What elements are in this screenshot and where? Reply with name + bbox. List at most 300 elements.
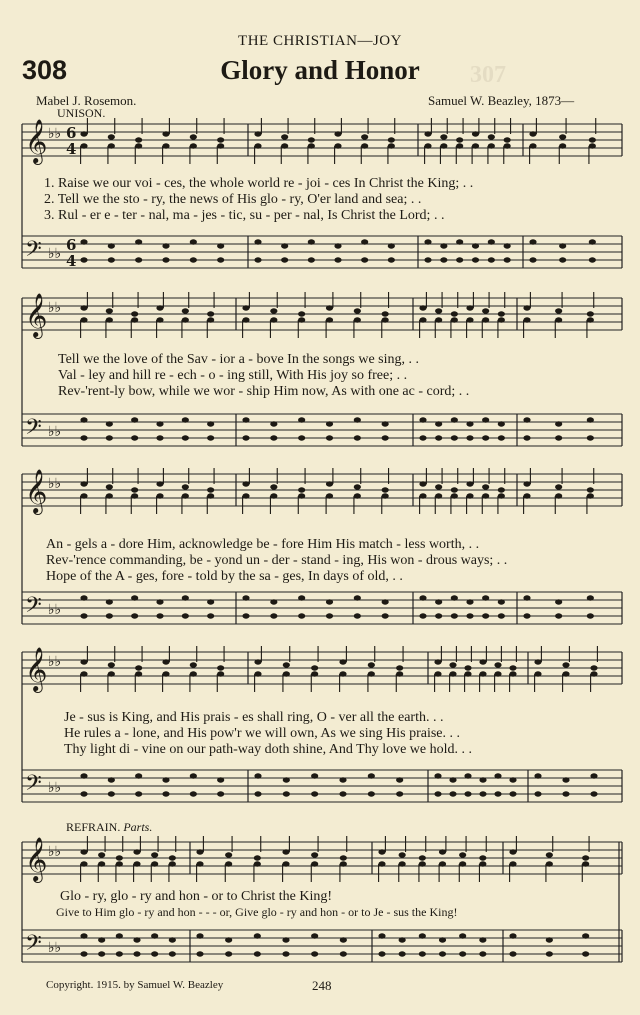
note-head — [523, 481, 530, 486]
note-head — [587, 487, 594, 492]
note-head — [562, 777, 569, 782]
note-head — [326, 317, 333, 322]
note-head — [451, 317, 458, 322]
note-head — [270, 613, 277, 618]
note-head — [382, 613, 389, 618]
treble-staff — [22, 652, 622, 684]
note-head — [108, 257, 115, 262]
note-head — [479, 861, 486, 866]
key-signature: ♭♭ — [48, 126, 62, 142]
note-head — [182, 317, 189, 322]
note-head — [270, 435, 277, 440]
key-signature: ♭♭ — [48, 602, 62, 618]
note-head — [388, 143, 395, 148]
note-head — [162, 777, 169, 782]
note-head — [190, 134, 197, 139]
treble-clef-icon: 𝄞 — [25, 293, 48, 337]
note-head — [80, 613, 87, 618]
lyric-line: 1. Raise we our voi - ces, the whole world re - joi - ces In Christ the King; . . — [44, 176, 474, 191]
note-head — [419, 861, 426, 866]
note-head — [270, 493, 277, 498]
note-head — [334, 131, 341, 136]
note-head — [298, 487, 305, 492]
note-head — [435, 613, 442, 618]
note-head — [459, 933, 466, 938]
note-head — [108, 671, 115, 676]
note-head — [435, 421, 442, 426]
note-head — [190, 671, 197, 676]
note-head — [459, 951, 466, 956]
note-head — [217, 671, 224, 676]
note-head — [424, 257, 431, 262]
note-head — [311, 951, 318, 956]
lyric-line: Tell we the love of the Sav - ior a - bove In the songs we sing, . . — [58, 352, 419, 367]
note-head — [334, 243, 341, 248]
note-head — [482, 595, 489, 600]
treble-staff — [22, 298, 622, 330]
note-head — [162, 671, 169, 676]
note-head — [308, 239, 315, 244]
note-head — [368, 773, 375, 778]
note-head — [464, 791, 471, 796]
bass-staff — [22, 770, 622, 802]
note-head — [587, 595, 594, 600]
note-head — [242, 317, 249, 322]
note-head — [334, 143, 341, 148]
note-head — [207, 493, 214, 498]
note-head — [396, 665, 403, 670]
note-head — [456, 137, 463, 142]
treble-clef-icon: 𝄞 — [25, 837, 48, 881]
note-head — [80, 595, 87, 600]
note-head — [589, 239, 596, 244]
note-head — [466, 435, 473, 440]
note-head — [116, 951, 123, 956]
note-head — [523, 417, 530, 422]
key-signature: ♭♭ — [48, 300, 62, 316]
note-head — [509, 671, 516, 676]
key-signature: ♭♭ — [48, 654, 62, 670]
note-head — [382, 421, 389, 426]
note-head — [135, 671, 142, 676]
key-signature: ♭♭ — [48, 476, 62, 492]
note-head — [587, 493, 594, 498]
note-head — [254, 951, 261, 956]
note-head — [308, 143, 315, 148]
note-head — [80, 131, 87, 136]
note-head — [225, 937, 232, 942]
note-head — [340, 951, 347, 956]
note-head — [504, 143, 511, 148]
note-head — [546, 951, 553, 956]
note-head — [190, 143, 197, 148]
note-head — [399, 951, 406, 956]
note-head — [464, 665, 471, 670]
note-head — [169, 861, 176, 866]
note-head — [254, 239, 261, 244]
note-head — [196, 861, 203, 866]
note-head — [156, 613, 163, 618]
note-head — [440, 257, 447, 262]
note-head — [419, 417, 426, 422]
note-head — [156, 599, 163, 604]
note-head — [482, 484, 489, 489]
note-head — [378, 861, 385, 866]
note-head — [196, 933, 203, 938]
lyric-line: Je - sus is King, and His prais - es shall ring, O - ver all the earth. . . — [64, 710, 444, 725]
note-head — [498, 311, 505, 316]
note-head — [419, 317, 426, 322]
note-head — [106, 435, 113, 440]
note-head — [587, 417, 594, 422]
note-head — [169, 855, 176, 860]
note-head — [254, 933, 261, 938]
note-head — [326, 421, 333, 426]
note-head — [419, 595, 426, 600]
section-title: THE CHRISTIAN—JOY — [238, 33, 402, 49]
note-head — [106, 613, 113, 618]
treble-clef-icon: 𝄞 — [25, 119, 48, 163]
note-head — [378, 849, 385, 854]
note-head — [217, 143, 224, 148]
time-signature: 6 — [66, 124, 77, 142]
note-head — [282, 951, 289, 956]
note-head — [587, 435, 594, 440]
note-head — [382, 599, 389, 604]
note-head — [80, 239, 87, 244]
note-head — [354, 493, 361, 498]
note-head — [546, 937, 553, 942]
note-head — [361, 257, 368, 262]
note-head — [135, 791, 142, 796]
note-head — [494, 671, 501, 676]
note-head — [242, 435, 249, 440]
note-head — [494, 791, 501, 796]
note-head — [182, 417, 189, 422]
note-head — [133, 861, 140, 866]
note-head — [504, 137, 511, 142]
note-head — [135, 137, 142, 142]
note-head — [151, 933, 158, 938]
note-head — [254, 861, 261, 866]
note-head — [466, 421, 473, 426]
note-head — [281, 257, 288, 262]
note-head — [133, 951, 140, 956]
note-head — [207, 599, 214, 604]
refrain-lyric-upper: Glo - ry, glo - ry and hon - or to Christ the King! — [60, 889, 333, 904]
note-head — [340, 855, 347, 860]
note-head — [190, 257, 197, 262]
note-head — [435, 308, 442, 313]
note-head — [169, 951, 176, 956]
note-head — [479, 791, 486, 796]
note-head — [131, 613, 138, 618]
note-head — [282, 849, 289, 854]
note-head — [451, 435, 458, 440]
note-head — [464, 773, 471, 778]
composer: Samuel W. Beazley, 1873— — [428, 93, 575, 108]
note-head — [283, 662, 290, 667]
note-head — [590, 773, 597, 778]
note-head — [156, 481, 163, 486]
time-signature: 6 — [66, 236, 77, 254]
note-head — [582, 855, 589, 860]
note-head — [254, 659, 261, 664]
note-head — [396, 777, 403, 782]
treble-clef-icon: 𝄞 — [25, 647, 48, 691]
note-head — [419, 493, 426, 498]
note-head — [339, 671, 346, 676]
note-head — [456, 257, 463, 262]
note-head — [162, 243, 169, 248]
note-head — [135, 239, 142, 244]
note-head — [529, 257, 536, 262]
note-head — [482, 435, 489, 440]
note-head — [523, 305, 530, 310]
note-head — [523, 435, 530, 440]
note-head — [488, 239, 495, 244]
note-head — [106, 308, 113, 313]
note-head — [207, 435, 214, 440]
note-head — [217, 257, 224, 262]
note-head — [498, 435, 505, 440]
note-head — [182, 435, 189, 440]
note-head — [419, 481, 426, 486]
note-head — [135, 773, 142, 778]
note-head — [270, 484, 277, 489]
note-head — [451, 493, 458, 498]
note-head — [368, 791, 375, 796]
note-head — [479, 951, 486, 956]
note-head — [419, 933, 426, 938]
bass-clef-icon: 𝄢 — [25, 593, 42, 623]
note-head — [419, 305, 426, 310]
note-head — [308, 137, 315, 142]
note-head — [424, 131, 431, 136]
note-head — [509, 861, 516, 866]
note-head — [382, 487, 389, 492]
note-head — [308, 257, 315, 262]
note-head — [298, 311, 305, 316]
note-head — [498, 493, 505, 498]
note-head — [439, 951, 446, 956]
note-head — [509, 933, 516, 938]
page-number: 248 — [312, 978, 332, 993]
note-head — [135, 257, 142, 262]
lyric-line: Hope of the A - ges, fore - told by the sa - ges, In days of old, . . — [46, 569, 403, 584]
note-head — [435, 599, 442, 604]
note-head — [169, 937, 176, 942]
note-head — [270, 317, 277, 322]
note-head — [298, 317, 305, 322]
note-head — [534, 773, 541, 778]
note-head — [354, 613, 361, 618]
note-head — [298, 493, 305, 498]
treble-clef-icon: 𝄞 — [25, 469, 48, 513]
note-head — [440, 134, 447, 139]
note-head — [361, 134, 368, 139]
note-head — [242, 481, 249, 486]
key-signature: ♭♭ — [48, 246, 62, 262]
note-head — [225, 852, 232, 857]
note-head — [106, 421, 113, 426]
note-head — [435, 493, 442, 498]
key-signature: ♭♭ — [48, 940, 62, 956]
note-head — [582, 951, 589, 956]
note-head — [451, 487, 458, 492]
note-head — [559, 257, 566, 262]
note-head — [131, 317, 138, 322]
note-head — [435, 435, 442, 440]
note-head — [382, 435, 389, 440]
parts-label: Parts. — [123, 820, 153, 834]
note-head — [242, 417, 249, 422]
note-head — [382, 317, 389, 322]
bass-clef-icon: 𝄢 — [25, 415, 42, 445]
treble-staff — [22, 842, 622, 874]
note-head — [242, 613, 249, 618]
note-head — [509, 791, 516, 796]
note-head — [509, 665, 516, 670]
note-head — [190, 662, 197, 667]
note-head — [151, 852, 158, 857]
note-head — [587, 311, 594, 316]
note-head — [555, 613, 562, 618]
note-head — [472, 243, 479, 248]
note-head — [456, 239, 463, 244]
note-head — [311, 671, 318, 676]
note-head — [116, 861, 123, 866]
note-head — [131, 595, 138, 600]
note-head — [254, 855, 261, 860]
note-head — [80, 143, 87, 148]
note-head — [242, 493, 249, 498]
note-head — [98, 937, 105, 942]
note-head — [555, 599, 562, 604]
note-head — [298, 435, 305, 440]
note-head — [589, 143, 596, 148]
note-head — [464, 671, 471, 676]
note-head — [196, 849, 203, 854]
note-head — [590, 791, 597, 796]
note-head — [80, 773, 87, 778]
bass-clef-icon: 𝄢 — [25, 771, 42, 801]
note-head — [156, 435, 163, 440]
note-head — [254, 773, 261, 778]
note-head — [479, 671, 486, 676]
note-head — [182, 493, 189, 498]
note-head — [488, 134, 495, 139]
note-head — [466, 493, 473, 498]
note-head — [270, 308, 277, 313]
note-head — [135, 665, 142, 670]
note-head — [498, 421, 505, 426]
note-head — [207, 421, 214, 426]
note-head — [207, 487, 214, 492]
refrain-label — [66, 820, 152, 835]
note-head — [439, 937, 446, 942]
note-head — [498, 613, 505, 618]
note-head — [482, 613, 489, 618]
note-head — [80, 493, 87, 498]
note-head — [555, 421, 562, 426]
note-head — [283, 777, 290, 782]
note-head — [156, 421, 163, 426]
copyright: Copyright. 1915. by Samuel W. Beazley — [46, 979, 224, 991]
note-head — [207, 613, 214, 618]
lyric-line: Val - ley and hill re - ech - o - ing still, With His joy so free; . . — [58, 368, 408, 383]
note-head — [361, 143, 368, 148]
note-head — [156, 317, 163, 322]
note-head — [399, 852, 406, 857]
note-head — [334, 257, 341, 262]
note-head — [555, 484, 562, 489]
note-head — [396, 671, 403, 676]
note-head — [419, 435, 426, 440]
note-head — [509, 849, 516, 854]
note-head — [424, 143, 431, 148]
note-head — [472, 131, 479, 136]
note-head — [368, 671, 375, 676]
hymn-number: 308 — [22, 55, 68, 85]
note-head — [582, 861, 589, 866]
note-head — [80, 435, 87, 440]
note-head — [162, 791, 169, 796]
note-head — [451, 613, 458, 618]
note-head — [162, 257, 169, 262]
note-head — [133, 849, 140, 854]
note-head — [509, 777, 516, 782]
note-head — [466, 599, 473, 604]
note-head — [498, 599, 505, 604]
note-head — [472, 143, 479, 148]
note-head — [434, 659, 441, 664]
note-head — [546, 861, 553, 866]
note-head — [451, 417, 458, 422]
note-head — [108, 143, 115, 148]
note-head — [529, 143, 536, 148]
note-head — [559, 143, 566, 148]
note-head — [326, 493, 333, 498]
note-head — [225, 951, 232, 956]
note-head — [587, 613, 594, 618]
note-head — [590, 665, 597, 670]
note-head — [523, 595, 530, 600]
note-head — [80, 951, 87, 956]
note-head — [106, 493, 113, 498]
note-head — [217, 791, 224, 796]
note-head — [449, 791, 456, 796]
note-head — [80, 659, 87, 664]
lyric-line: An - gels a - dore Him, acknowledge be - fore Him His match - less worth, . . — [46, 537, 480, 552]
note-head — [534, 659, 541, 664]
note-head — [108, 777, 115, 782]
note-head — [354, 435, 361, 440]
note-head — [151, 861, 158, 866]
note-head — [440, 243, 447, 248]
note-head — [283, 671, 290, 676]
note-head — [80, 861, 87, 866]
note-head — [482, 417, 489, 422]
note-head — [182, 595, 189, 600]
note-head — [419, 951, 426, 956]
note-head — [311, 852, 318, 857]
note-head — [281, 143, 288, 148]
note-head — [80, 849, 87, 854]
note-head — [396, 791, 403, 796]
note-head — [326, 305, 333, 310]
note-head — [559, 243, 566, 248]
